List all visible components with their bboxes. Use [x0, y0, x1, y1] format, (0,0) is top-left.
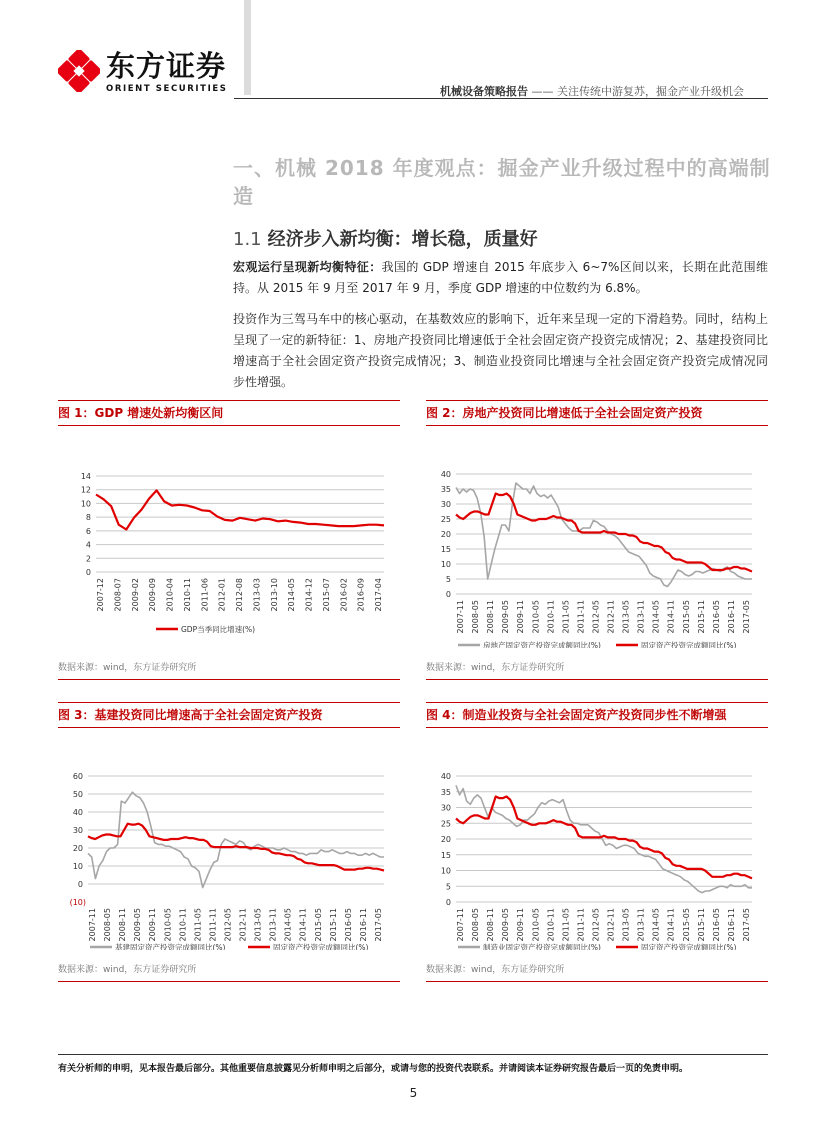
- x-tick-label: 2009-11: [516, 908, 526, 942]
- figure-2-source: 数据来源：wind，东方证券研究所: [426, 663, 565, 673]
- x-tick-label: 2010-11: [546, 600, 556, 634]
- x-tick-label: 2013-10: [269, 578, 279, 612]
- x-tick-label: 2010-05: [531, 600, 541, 634]
- page-number: 5: [409, 1086, 418, 1100]
- y-tick-label: 40: [440, 772, 451, 781]
- x-tick-label: 2011-06: [200, 578, 210, 612]
- x-tick-label: 2011-11: [208, 908, 218, 942]
- x-tick-label: 2008-05: [471, 908, 481, 942]
- x-tick-label: 2014-11: [298, 908, 308, 942]
- x-tick-label: 2017-05: [374, 908, 383, 942]
- y-tick-label: 60: [72, 772, 83, 781]
- series-line-1: [96, 490, 384, 529]
- x-tick-label: 2012-11: [238, 908, 248, 942]
- x-tick-label: 2013-11: [636, 600, 646, 634]
- x-tick-label: 2015-11: [696, 600, 706, 634]
- y-tick-label: 2: [85, 554, 91, 564]
- y-tick-label: 40: [440, 470, 451, 479]
- x-tick-label: 2014-05: [283, 908, 293, 942]
- logo-chinese-text: 东方证券: [106, 49, 227, 83]
- figure-3-source: 数据来源：wind，东方证券研究所: [58, 965, 197, 975]
- figure-2: [426, 400, 768, 680]
- report-type: 机械设备策略报告: [440, 85, 528, 98]
- x-tick-label: 2017-05: [742, 908, 751, 942]
- y-tick-label: 0: [77, 880, 83, 889]
- x-tick-label: 2015-11: [328, 908, 338, 942]
- x-tick-label: 2009-05: [501, 600, 511, 634]
- report-header: [440, 83, 744, 99]
- subsection-number: 1.1: [233, 229, 262, 250]
- x-tick-label: 2016-11: [358, 908, 368, 942]
- x-tick-label: 2012-11: [606, 908, 616, 942]
- x-tick-label: 2014-11: [666, 908, 676, 942]
- y-tick-label: 50: [72, 790, 83, 799]
- y-tick-label: 8: [85, 513, 91, 523]
- y-tick-label: 14: [80, 472, 91, 481]
- paragraph-1-lead: 宏观运行呈现新均衡特征：: [233, 260, 382, 274]
- x-tick-label: 2010-05: [531, 908, 541, 942]
- x-tick-label: 2013-05: [621, 600, 631, 634]
- x-tick-label: 2011-05: [193, 908, 203, 942]
- x-tick-label: 2008-11: [486, 908, 496, 942]
- y-tick-label: 30: [440, 500, 451, 509]
- x-tick-label: 2014-05: [651, 600, 661, 634]
- x-tick-label: 2013-05: [253, 908, 263, 942]
- x-tick-label: 2010-04: [165, 578, 175, 612]
- x-tick-label: 2011-11: [576, 600, 586, 634]
- y-tick-label: 5: [445, 575, 451, 584]
- y-tick-label: 10: [440, 560, 451, 569]
- x-tick-label: 2014-05: [651, 908, 661, 942]
- x-tick-label: 2009-05: [133, 908, 143, 942]
- figure-4-source: 数据来源：wind，东方证券研究所: [426, 965, 565, 975]
- legend-label: 固定资产投资完成额同比(%): [273, 943, 369, 950]
- y-tick-label: 0: [85, 568, 91, 577]
- x-tick-label: 2009-11: [148, 908, 158, 942]
- x-tick-label: 2011-05: [561, 908, 571, 942]
- y-tick-label: 40: [72, 808, 83, 817]
- chart-manufacturing-investment: [426, 728, 768, 950]
- y-tick-label: 20: [440, 835, 451, 844]
- x-tick-label: 2016-11: [726, 908, 736, 942]
- x-tick-label: 2012-11: [606, 600, 616, 634]
- legend-label: 固定资产投资完成额同比(%): [641, 943, 737, 950]
- x-tick-label: 2009-11: [516, 600, 526, 634]
- x-tick-label: 2009-05: [501, 908, 511, 942]
- logo-english-text: ORIENT SECURITIES: [106, 84, 228, 94]
- legend-label: 固定资产投资完成额同比(%): [641, 641, 737, 648]
- legend-label: 房地产固定资产投资完成额同比(%): [483, 641, 601, 648]
- chart-infrastructure-investment: [58, 728, 400, 950]
- series-line-2: [456, 797, 752, 879]
- x-tick-label: 2009-02: [130, 578, 140, 612]
- x-tick-label: 2016-02: [339, 578, 349, 612]
- x-tick-label: 2010-11: [178, 908, 188, 942]
- y-tick-label: 10: [72, 862, 83, 871]
- figure-3-bottom-rule: [58, 981, 400, 982]
- x-tick-label: 2012-05: [591, 600, 601, 634]
- y-tick-label: 12: [80, 485, 91, 495]
- figure-3-title: 图 3：基建投资同比增速高于全社会固定资产投资: [58, 708, 323, 722]
- y-tick-label: 20: [72, 844, 83, 853]
- y-tick-label: 25: [440, 819, 451, 829]
- y-tick-label: 10: [80, 499, 91, 509]
- x-tick-label: 2015-11: [696, 908, 706, 942]
- x-tick-label: 2013-11: [636, 908, 646, 942]
- x-tick-label: 2008-07: [113, 578, 123, 612]
- x-tick-label: 2010-05: [163, 908, 173, 942]
- y-tick-label: 6: [85, 526, 91, 536]
- x-tick-label: 2014-12: [304, 578, 314, 612]
- paragraph-1: [233, 257, 768, 299]
- figure-4: [426, 702, 768, 982]
- y-tick-label: 10: [440, 866, 451, 876]
- x-tick-label: 2016-09: [356, 578, 366, 612]
- footer-divider: [58, 1054, 768, 1055]
- x-tick-label: 2010-11: [182, 578, 192, 612]
- subsection-text: 经济步入新均衡：增长稳，质量好: [267, 229, 538, 250]
- x-tick-label: 2015-05: [313, 908, 323, 942]
- x-tick-label: 2016-05: [711, 600, 721, 634]
- y-tick-label: 15: [440, 545, 451, 554]
- x-tick-label: 2016-05: [343, 908, 353, 942]
- header-divider: [234, 98, 768, 99]
- x-tick-label: 2008-05: [471, 600, 481, 634]
- x-tick-label: 2013-03: [252, 578, 262, 612]
- x-tick-label: 2014-05: [287, 578, 297, 612]
- x-tick-label: 2008-11: [118, 908, 128, 942]
- x-tick-label: 2015-05: [681, 600, 691, 634]
- x-tick-label: 2007-11: [456, 600, 465, 634]
- x-tick-label: 2007-11: [456, 908, 465, 942]
- x-tick-label: 2017-05: [742, 600, 751, 634]
- x-tick-label: 2015-05: [681, 908, 691, 942]
- y-tick-label-negative: (10): [69, 898, 86, 907]
- x-tick-label: 2011-05: [561, 600, 571, 634]
- x-tick-label: 2011-11: [576, 908, 586, 942]
- series-line-2: [88, 824, 384, 871]
- y-tick-label: 15: [440, 850, 451, 860]
- y-tick-label: 0: [445, 590, 451, 599]
- x-tick-label: 2013-11: [268, 908, 278, 942]
- x-tick-label: 2012-01: [217, 578, 227, 612]
- series-line-1: [456, 483, 752, 587]
- figure-1-bottom-rule: [58, 679, 400, 680]
- x-tick-label: 2008-11: [486, 600, 496, 634]
- y-tick-label: 35: [440, 787, 451, 797]
- x-tick-label: 2010-11: [546, 908, 556, 942]
- x-tick-label: 2012-05: [591, 908, 601, 942]
- figure-4-title: 图 4：制造业投资与全社会固定资产投资同步性不断增强: [426, 708, 727, 722]
- y-tick-label: 30: [72, 826, 83, 835]
- x-tick-label: 2007-12: [96, 578, 105, 612]
- section-title: 一、机械 2018 年度观点：掘金产业升级过程中的高端制造: [233, 156, 771, 208]
- figure-3: [58, 702, 400, 982]
- y-tick-label: 25: [440, 515, 451, 524]
- y-tick-label: 0: [445, 898, 451, 907]
- header-accent-bar: [244, 0, 251, 95]
- paragraph-2: 投资作为三驾马车中的核心驱动，在基数效应的影响下，近年来呈现一定的下滑趋势。同时，结构上呈现了一定的新特征：1、房地产投资同比增速低于全社会固定资产投资完成情况；2、基建投资同比增速高于全社会固定资产投资完成情况；3、制造业投资同比增速与全社会固定资产投资完成情况同步性增强。: [233, 312, 768, 389]
- x-tick-label: 2013-05: [621, 908, 631, 942]
- legend-label: 基建固定资产投资完成额同比(%): [115, 943, 226, 950]
- paragraph-1-text: 我国的 GDP 增速自 2015 年底步入 6~7%区间以来，长期在此范围维持。从 2015 年 9 月至 2017 年 9 月，季度 GDP 增速的中位数约为 6.8%。: [233, 260, 768, 295]
- x-tick-label: 2014-11: [666, 600, 676, 634]
- figure-1-source: 数据来源：wind，东方证券研究所: [58, 663, 197, 673]
- figure-2-title: 图 2：房地产投资同比增速低于全社会固定资产投资: [426, 406, 703, 420]
- y-tick-label: 4: [85, 540, 91, 550]
- y-tick-label: 35: [440, 485, 451, 494]
- y-tick-label: 20: [440, 530, 451, 539]
- series-line-1: [88, 792, 384, 887]
- y-tick-label: 30: [440, 803, 451, 813]
- figure-4-bottom-rule: [426, 981, 768, 982]
- y-tick-label: 5: [445, 882, 451, 892]
- x-tick-label: 2009-09: [148, 578, 158, 612]
- x-tick-label: 2012-05: [223, 908, 233, 942]
- x-tick-label: 2008-05: [103, 908, 113, 942]
- x-tick-label: 2015-07: [321, 578, 331, 612]
- figure-2-bottom-rule: [426, 679, 768, 680]
- legend-label: GDP当季同比增速(%): [181, 625, 256, 634]
- x-tick-label: 2012-08: [235, 578, 244, 612]
- footer-disclaimer: 有关分析师的申明，见本报告最后部分。其他重要信息披露见分析师申明之后部分，或请与您的投资代表联系。并请阅读本证券研究报告最后一页的免责申明。: [58, 1064, 689, 1074]
- x-tick-label: 2017-04: [374, 578, 383, 612]
- figure-1: [58, 400, 400, 680]
- x-tick-label: 2016-05: [711, 908, 721, 942]
- legend-label: 制造业固定资产投资完成额同比(%): [483, 943, 601, 950]
- x-tick-label: 2016-11: [726, 600, 736, 634]
- x-tick-label: 2007-11: [88, 908, 97, 942]
- report-subtitle: —— 关注传统中游复苏，掘金产业升级机会: [531, 85, 744, 98]
- chart-gdp-growth: [58, 426, 400, 648]
- chart-real-estate-investment: [426, 426, 768, 648]
- subsection-title: [233, 225, 538, 251]
- orient-securities-logo-icon: [58, 50, 100, 92]
- figure-1-title: 图 1：GDP 增速处新均衡区间: [58, 406, 224, 420]
